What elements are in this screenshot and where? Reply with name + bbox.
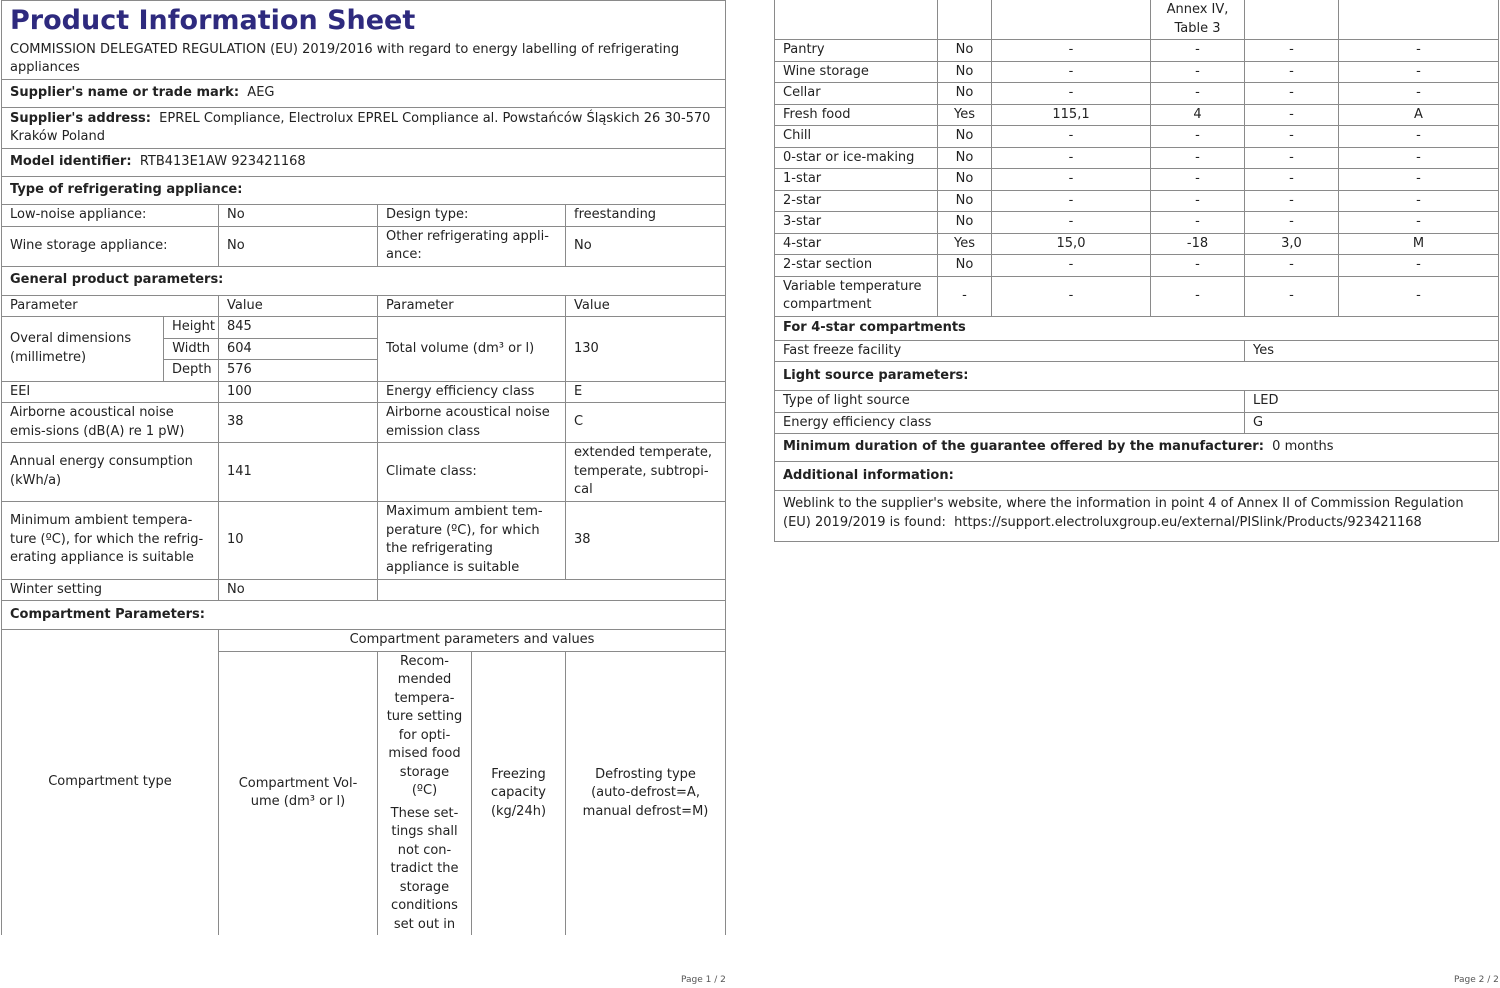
compartment-name: 2-star section [775, 255, 938, 277]
design-type-label: Design type: [378, 205, 566, 227]
supplier-address: EPREL Compliance, Electrolux EPREL Compliance al. Powstańców Śląskich 26 30-570 Kraków Poland [10, 110, 711, 144]
weblink[interactable]: https://support.electroluxgroup.eu/external/PISlink/Products/923421168 [954, 514, 1422, 530]
light-eec-label: Energy efficiency class [775, 412, 1245, 434]
model-row [2, 149, 726, 177]
page-title: Product Information Sheet [2, 1, 726, 40]
compartment-freezing: 3,0 [1245, 233, 1339, 255]
compartment-row [775, 61, 1499, 83]
compartment-freezing: - [1245, 40, 1339, 62]
compartment-freezing: - [1245, 61, 1339, 83]
compartment-temp: - [1151, 147, 1245, 169]
wine-storage-value: No [219, 226, 378, 266]
compartment-present: No [938, 147, 992, 169]
compartment-freezing: - [1245, 147, 1339, 169]
compartment-row [775, 276, 1499, 316]
compartments-table [774, 0, 1499, 542]
compartment-temp: - [1151, 255, 1245, 277]
compartment-temp: - [1151, 169, 1245, 191]
compartment-defrost: - [1339, 126, 1499, 148]
compartment-freezing: - [1245, 169, 1339, 191]
min-temp-label: Minimum ambient tempera-ture (ºC), for which the refrig-erating appliance is suitable [2, 501, 219, 579]
value-header-2: Value [566, 295, 726, 317]
four-star-heading: For 4-star compartments [775, 316, 1499, 340]
eei-value: 100 [219, 381, 378, 403]
light-type-label: Type of light source [775, 391, 1245, 413]
dimensions-label: Overal dimensions (millimetre) [2, 317, 164, 382]
compartment-present: No [938, 255, 992, 277]
compartment-name: Pantry [775, 40, 938, 62]
compartment-volume: - [992, 61, 1151, 83]
max-temp-value: 38 [566, 501, 726, 579]
compartment-volume: - [992, 190, 1151, 212]
light-source-heading: Light source parameters: [775, 362, 1499, 391]
wine-storage-label: Wine storage appliance: [2, 226, 219, 266]
supplier-name: AEG [247, 85, 275, 101]
compartment-row [775, 233, 1499, 255]
noise-value: 38 [219, 403, 378, 443]
compartment-defrost: - [1339, 83, 1499, 105]
regulation-text: COMMISSION DELEGATED REGULATION (EU) 2019/2016 with regard to energy labelling of refrigerating appliances [2, 39, 726, 80]
compartment-name: Chill [775, 126, 938, 148]
compartment-name: 2-star [775, 190, 938, 212]
compartment-volume-header: Compartment Vol-ume (dm³ or l) [219, 651, 378, 935]
max-temp-label: Maximum ambient tem-perature (ºC), for which the refrigerating appliance is suitable [378, 501, 566, 579]
climate-class-value: extended temperate, temperate, subtropi-cal [566, 443, 726, 502]
compartment-present: Yes [938, 233, 992, 255]
min-temp-value: 10 [219, 501, 378, 579]
compartment-volume: 115,1 [992, 104, 1151, 126]
compartment-freezing: - [1245, 126, 1339, 148]
compartment-name: Variable temperature compartment [775, 276, 938, 316]
general-params-heading: General product parameters: [2, 266, 726, 295]
compartment-present: No [938, 126, 992, 148]
compartment-volume: - [992, 212, 1151, 234]
additional-info-heading: Additional information: [775, 462, 1499, 491]
weblink-row [775, 491, 1499, 542]
page-1 [1, 0, 725, 935]
empty-cell [378, 579, 726, 601]
other-appliance-label: Other refrigerating appli-ance: [378, 226, 566, 266]
annex-header: Annex IV, Table 3 [1151, 0, 1245, 40]
winter-setting-value: No [219, 579, 378, 601]
noise-class-label: Airborne acoustical noise emission class [378, 403, 566, 443]
compartment-defrost: A [1339, 104, 1499, 126]
compartment-type-header: Compartment type [2, 630, 219, 936]
compartment-volume: 15,0 [992, 233, 1151, 255]
page-1-footer: Page 1 / 2 [681, 975, 726, 985]
eec-value: E [566, 381, 726, 403]
compartment-volume: - [992, 276, 1151, 316]
value-header: Value [219, 295, 378, 317]
compartment-volume: - [992, 40, 1151, 62]
compartment-temp: - [1151, 40, 1245, 62]
supplier-address-label: Supplier's address: [10, 110, 151, 126]
annual-energy-value: 141 [219, 443, 378, 502]
low-noise-value: No [219, 205, 378, 227]
compartment-params-heading: Compartment Parameters: [2, 601, 726, 630]
compartment-freezing: - [1245, 104, 1339, 126]
fast-freeze-value: Yes [1245, 340, 1499, 362]
compartment-temp: - [1151, 276, 1245, 316]
recommended-temp-text: Recom-mended tempera-ture setting for opti-mised food storage (ºC) [386, 653, 463, 798]
supplier-name-label: Supplier's name or trade mark: [10, 85, 240, 101]
height-value: 845 [219, 317, 378, 339]
settings-note-text: These set-tings shall not con-tradict the storage conditions set out in [390, 805, 459, 932]
compartment-freezing: - [1245, 255, 1339, 277]
compartment-volume: - [992, 169, 1151, 191]
compartment-defrost: - [1339, 190, 1499, 212]
compartment-name: 0-star or ice-making [775, 147, 938, 169]
compartment-temp: -18 [1151, 233, 1245, 255]
compartment-present: - [938, 276, 992, 316]
parameter-header: Parameter [2, 295, 219, 317]
compartment-temp: - [1151, 126, 1245, 148]
low-noise-label: Low-noise appliance: [2, 205, 219, 227]
compartment-row [775, 190, 1499, 212]
weblink-text: Weblink to the supplier's website, where the information in point 4 of Annex II of Commission Regulation (EU) 2019/2019 is found: [783, 496, 1464, 530]
compartment-defrost: - [1339, 147, 1499, 169]
compartment-present: No [938, 212, 992, 234]
parameter-header-2: Parameter [378, 295, 566, 317]
compartment-row [775, 212, 1499, 234]
compartment-name: 1-star [775, 169, 938, 191]
design-type-value: freestanding [566, 205, 726, 227]
width-label: Width [164, 338, 219, 360]
compartment-freezing: - [1245, 83, 1339, 105]
compartment-defrost: - [1339, 255, 1499, 277]
compartment-row [775, 83, 1499, 105]
total-volume-value: 130 [566, 317, 726, 382]
compartment-row [775, 147, 1499, 169]
compartment-defrost: - [1339, 212, 1499, 234]
light-type-value: LED [1245, 391, 1499, 413]
compartment-name: Cellar [775, 83, 938, 105]
compartment-temp: 4 [1151, 104, 1245, 126]
compartment-temp: - [1151, 190, 1245, 212]
compartment-volume: - [992, 147, 1151, 169]
guarantee-label: Minimum duration of the guarantee offered by the manufacturer: [783, 439, 1264, 455]
compartment-defrost: - [1339, 40, 1499, 62]
height-label: Height [164, 317, 219, 339]
page-2-footer: Page 2 / 2 [1454, 975, 1499, 985]
compartment-row [775, 126, 1499, 148]
width-value: 604 [219, 338, 378, 360]
compartment-defrost: - [1339, 169, 1499, 191]
noise-label: Airborne acoustical noise emis-sions (dB(A) re 1 pW) [2, 403, 219, 443]
compartment-present: No [938, 61, 992, 83]
compartment-volume: - [992, 83, 1151, 105]
climate-class-label: Climate class: [378, 443, 566, 502]
compartment-values-header: Compartment parameters and values [219, 630, 726, 652]
compartment-present: No [938, 40, 992, 62]
eei-label: EEI [2, 381, 219, 403]
compartment-defrost: - [1339, 61, 1499, 83]
supplier-address-row [2, 108, 726, 149]
compartment-row [775, 169, 1499, 191]
compartment-row [775, 104, 1499, 126]
guarantee-row [775, 434, 1499, 462]
compartment-present: No [938, 169, 992, 191]
eec-label: Energy efficiency class [378, 381, 566, 403]
compartment-volume: - [992, 126, 1151, 148]
model-identifier: RTB413E1AW 923421168 [139, 154, 306, 170]
compartment-temp: - [1151, 83, 1245, 105]
recommended-temp-header [378, 651, 472, 935]
type-heading: Type of refrigerating appliance: [2, 177, 726, 205]
compartment-name: Wine storage [775, 61, 938, 83]
guarantee-value: 0 months [1272, 439, 1334, 455]
compartment-name: 4-star [775, 233, 938, 255]
compartment-row [775, 40, 1499, 62]
compartment-freezing: - [1245, 190, 1339, 212]
compartment-freezing: - [1245, 212, 1339, 234]
total-volume-label: Total volume (dm³ or l) [378, 317, 566, 382]
compartment-defrost: - [1339, 276, 1499, 316]
compartment-row [775, 255, 1499, 277]
compartment-rows [775, 40, 1499, 317]
compartment-temp: - [1151, 61, 1245, 83]
model-label: Model identifier: [10, 154, 132, 170]
compartment-volume: - [992, 255, 1151, 277]
defrost-type-header: Defrosting type (auto-defrost=A, manual defrost=M) [566, 651, 726, 935]
annual-energy-label: Annual energy consumption (kWh/a) [2, 443, 219, 502]
compartment-present: Yes [938, 104, 992, 126]
light-eec-value: G [1245, 412, 1499, 434]
compartment-present: No [938, 190, 992, 212]
compartment-present: No [938, 83, 992, 105]
freezing-capacity-header: Freezing capacity (kg/24h) [472, 651, 566, 935]
product-info-table [1, 0, 726, 935]
compartment-name: 3-star [775, 212, 938, 234]
compartment-temp: - [1151, 212, 1245, 234]
noise-class-value: C [566, 403, 726, 443]
other-appliance-value: No [566, 226, 726, 266]
supplier-name-row [2, 80, 726, 108]
compartment-freezing: - [1245, 276, 1339, 316]
fast-freeze-label: Fast freeze facility [775, 340, 1245, 362]
compartment-defrost: M [1339, 233, 1499, 255]
compartment-name: Fresh food [775, 104, 938, 126]
winter-setting-label: Winter setting [2, 579, 219, 601]
page-2 [774, 0, 1498, 542]
depth-value: 576 [219, 360, 378, 382]
depth-label: Depth [164, 360, 219, 382]
